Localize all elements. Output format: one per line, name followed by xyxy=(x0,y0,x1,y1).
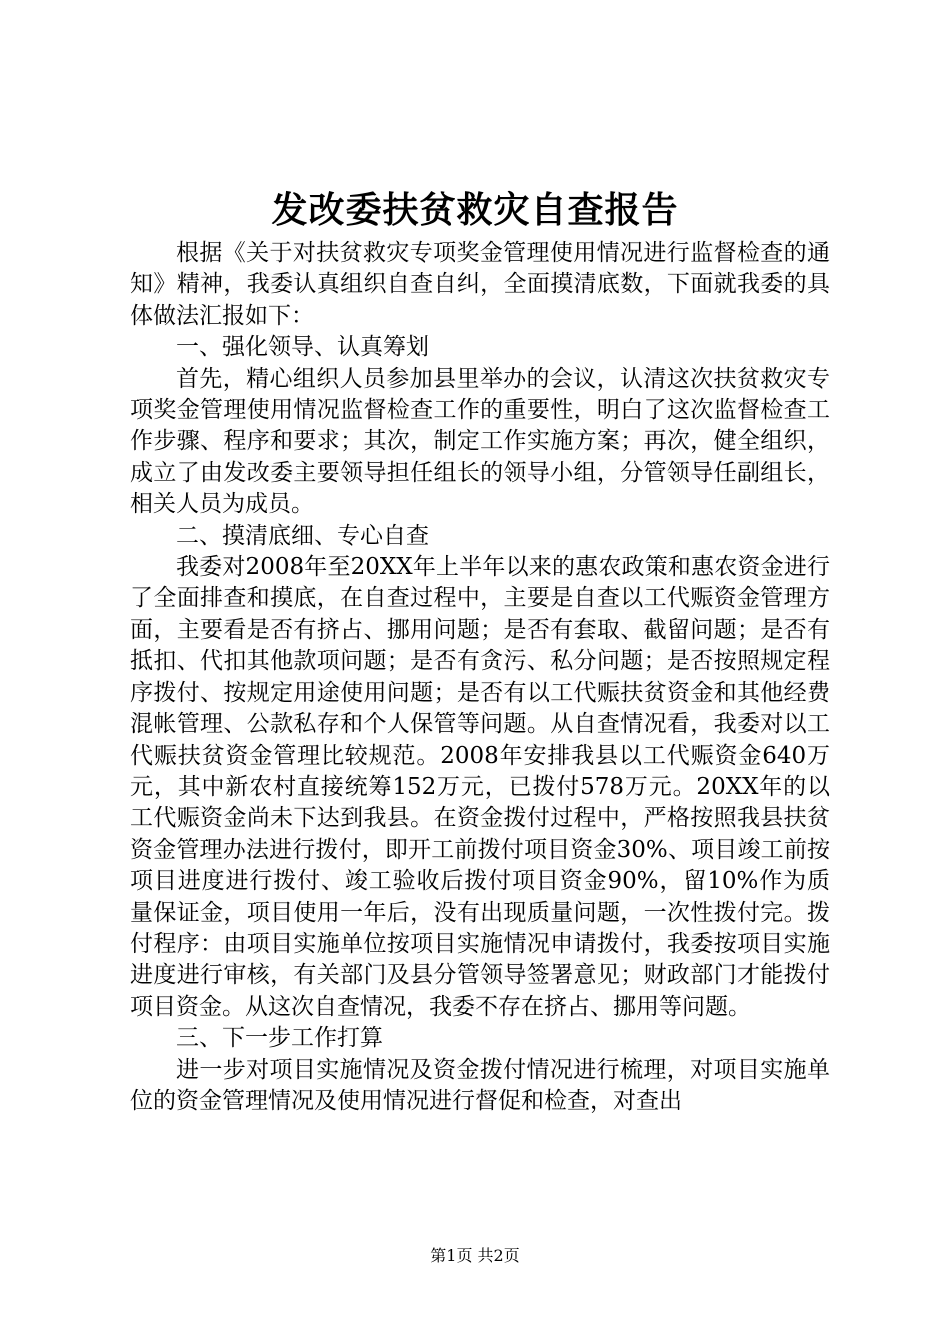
intro-paragraph: 根据《关于对扶贫救灾专项奖金管理使用情况进行监督检查的通知》精神，我委认真组织自查自纠，全面摸清底数，下面就我委的具体做法汇报如下： xyxy=(130,240,830,329)
document-title: 发改委扶贫救灾自查报告 xyxy=(271,189,679,231)
section-paragraph-3: 进一步对项目实施情况及资金拨付情况进行梳理，对项目实施单位的资金管理情况及使用情况进行督促和检查，对查出 xyxy=(130,1056,830,1114)
page-footer: 第1页 共2页 xyxy=(430,1246,520,1265)
section-heading-3: 三、下一步工作打算 xyxy=(176,1025,383,1052)
section-heading-1: 一、强化领导、认真筹划 xyxy=(176,334,429,361)
section-paragraph-2: 我委对2008年至20XX年上半年以来的惠农政策和惠农资金进行了全面排查和摸底，在自查过程中，主要是自查以工代赈资金管理方面，主要看是否有挤占、挪用问题；是否有套取、截留问题；是否有抵扣、代扣其他款项问题；是否有贪污、私分问题；是否按照规定程序拨付、按规定用途使用问题；是否有以工代赈扶贫资金和其他经费混帐管理、公款私存和个人保管等问题。从自查情况看，我委对以工代赈扶贫资金管理比较规范。2008年安排我县以工代赈资金640万元，其中新农村直接统筹152万元，已拨付578万元。20XX年的以工代赈资金尚未下达到我县。在资金拨付过程中，严格按照我县扶贫资金管理办法进行拨付，即开工前拨付项目资金30%、项目竣工前按项目进度进行拨付、竣工验收后拨付项目资金90%，留10%作为质量保证金，项目使用一年后，没有出现质量问题，一次性拨付完。拨付程序：由项目实施单位按项目实施情况申请拨付，我委按项目实施进度进行审核，有关部门及县分管领导签署意见；财政部门才能拨付项目资金。从这次自查情况，我委不存在挤占、挪用等问题。 xyxy=(130,554,830,1020)
section-paragraph-1: 首先，精心组织人员参加县里举办的会议，认清这次扶贫救灾专项奖金管理使用情况监督检查工作的重要性，明白了这次监督检查工作步骤、程序和要求；其次，制定工作实施方案；再次，健全组织，成立了由发改委主要领导担任组长的领导小组，分管领导任副组长，相关人员为成员。 xyxy=(130,365,830,518)
document-body xyxy=(130,238,830,1117)
section-heading-2: 二、摸清底细、专心自查 xyxy=(176,522,429,549)
